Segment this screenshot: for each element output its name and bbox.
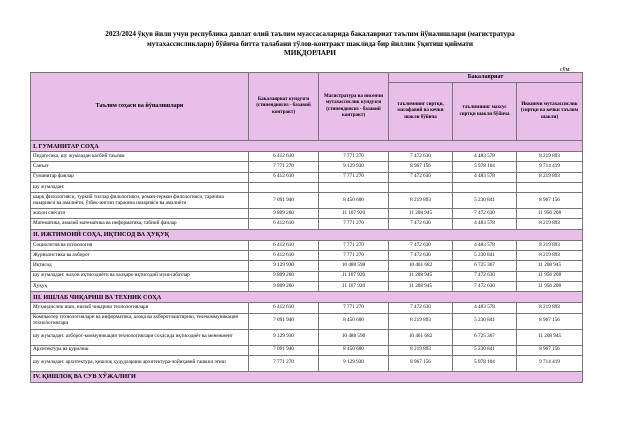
price-cell: 7 091 940	[249, 345, 319, 355]
price-cell: 7 472 630	[389, 240, 453, 250]
price-cell: 8 967 156	[517, 313, 583, 329]
price-cell: 11 956 208	[517, 281, 583, 291]
price-cell: 11 208 945	[389, 271, 453, 281]
price-cell: 10 461 682	[389, 329, 453, 345]
header-special: таълимнинг махсус сиртқи шакли бўйича	[453, 83, 517, 141]
price-cell: 7 472 630	[389, 219, 453, 229]
price-cell	[389, 182, 453, 192]
price-cell: 11 167 920	[319, 209, 389, 219]
price-cell: 8 219 893	[389, 313, 453, 329]
price-cell: 8 967 156	[389, 162, 453, 172]
price-cell: 9 809 260	[249, 281, 319, 291]
price-cell: 8 219 893	[517, 172, 583, 182]
title-line-3: МИҚДОРЛАРИ	[284, 49, 336, 57]
header-evening: таълимнинг сиртқи, масофавий ва кечки шакли бўйича	[389, 83, 453, 141]
price-cell: 11 956 208	[517, 209, 583, 219]
price-cell: 8 967 156	[517, 345, 583, 355]
price-cell: 7 771 270	[249, 355, 319, 371]
price-cell: 4 483 578	[453, 152, 517, 162]
table-row	[31, 355, 583, 371]
price-cell	[517, 182, 583, 192]
table-row	[31, 271, 583, 281]
row-label: Социология ва психология	[31, 240, 249, 250]
price-cell: 7 472 630	[453, 209, 517, 219]
row-label: шу жумладан:	[31, 182, 249, 192]
section-title: III. ИШЛАБ ЧИҚАРИШ ВА ТЕХНИК СОҲА	[31, 292, 583, 303]
table-row	[31, 251, 583, 261]
table-row	[31, 261, 583, 271]
row-label: шарқ филологияси, туркий тиллар филологияси, роман-герман филологияси, таржима назарияси ва амалиёти, ўзбек-инглиз таржима назарияси ва амалиёти	[31, 193, 249, 209]
price-cell: 9 129 930	[249, 261, 319, 271]
price-cell: 8 219 893	[389, 193, 453, 209]
price-cell: 7 472 630	[389, 303, 453, 313]
price-cell: 5 230 841	[453, 193, 517, 209]
price-cell: 8 219 893	[517, 240, 583, 250]
price-cell: 7 771 270	[319, 152, 389, 162]
price-cell: 7 771 270	[319, 219, 389, 229]
price-cell: 10 488 590	[319, 329, 389, 345]
price-cell: 7 472 630	[453, 271, 517, 281]
table-row	[31, 345, 583, 355]
price-cell: 7 472 630	[389, 152, 453, 162]
price-cell: 8 967 156	[389, 355, 453, 371]
price-cell: 8 450 600	[319, 313, 389, 329]
currency-label: сўм	[560, 67, 570, 73]
table-body	[31, 141, 583, 383]
price-cell: 4 483 578	[453, 219, 517, 229]
price-cell: 11 208 945	[389, 281, 453, 291]
price-cell: 5 230 841	[453, 313, 517, 329]
row-label: Математика, амалий математика ва информатика, табиий фанлар	[31, 219, 249, 229]
price-cell	[319, 182, 389, 192]
table-row	[31, 162, 583, 172]
price-cell: 11 167 920	[319, 271, 389, 281]
price-cell: 7 091 940	[249, 313, 319, 329]
header-bachelor-group: Бакалавриат	[389, 73, 583, 83]
price-cell	[249, 182, 319, 192]
table-row	[31, 152, 583, 162]
price-cell: 5 978 104	[453, 355, 517, 371]
title-line-2: мутахассисликлари) бўйича битта талабани тўлов-контракт шаклида бир йиллик ўқитиш қиймати	[146, 39, 474, 48]
price-cell: 7 771 270	[249, 162, 319, 172]
section-title: IV. ҚИШЛОҚ ВА СУВ ХЎЖАЛИГИ	[31, 371, 583, 382]
price-cell: 8 450 600	[319, 345, 389, 355]
title-line-1: 2023/2024 ўқув йили учун республика давлат олий таълим муассасаларида бакалавриат таълим йўналишлари (магистратура	[105, 30, 515, 38]
table-row	[31, 313, 583, 329]
price-cell: 7 472 630	[389, 172, 453, 182]
row-label: шу жумладан: ахборот-коммуникация технологиялари соҳасида иқтисодиёт ва менежмент	[31, 329, 249, 345]
price-cell: 9 129 930	[319, 162, 389, 172]
row-label: Компьютер технологиялари ва информатика, алоқа ва ахборотлаштириш, телекоммуникация технологиялари	[31, 313, 249, 329]
price-cell: 8 219 893	[517, 251, 583, 261]
header-second-specialty: Иккинчи мутахассислик (сиртқи ва кечки таълим шакли)	[517, 83, 583, 141]
row-label: жаҳон сиёсати	[31, 209, 249, 219]
section-row	[31, 141, 583, 152]
section-row	[31, 371, 583, 382]
price-cell: 7 771 270	[319, 240, 389, 250]
document-title	[40, 30, 580, 59]
price-cell: 7 091 940	[249, 193, 319, 209]
price-cell: 6 412 610	[249, 152, 319, 162]
price-cell: 4 483 578	[453, 172, 517, 182]
price-cell: 7 771 270	[319, 172, 389, 182]
section-title: I. ГУМАНИТАР СОҲА	[31, 141, 583, 152]
price-cell: 9 714 419	[517, 355, 583, 371]
price-cell: 6 412 610	[249, 172, 319, 182]
price-cell: 8 219 893	[517, 219, 583, 229]
price-cell: 11 208 945	[389, 209, 453, 219]
price-cell: 5 230 841	[453, 251, 517, 261]
row-label: Ҳуқуқ	[31, 281, 249, 291]
price-cell: 10 461 682	[389, 261, 453, 271]
section-row	[31, 229, 583, 240]
price-cell: 9 809 260	[249, 209, 319, 219]
price-cell: 6 412 610	[249, 251, 319, 261]
price-cell: 7 472 630	[389, 251, 453, 261]
price-cell: 8 219 893	[389, 345, 453, 355]
price-cell: 10 488 590	[319, 261, 389, 271]
section-title: II. ИЖТИМОИЙ СОҲА, ИҚТИСОД ВА ҲУҚУҚ	[31, 229, 583, 240]
price-cell: 6 412 610	[249, 240, 319, 250]
price-cell: 7 771 270	[319, 251, 389, 261]
price-cell: 6 725 367	[453, 329, 517, 345]
section-row	[31, 292, 583, 303]
table-row	[31, 329, 583, 345]
table-row	[31, 219, 583, 229]
price-cell: 8 219 893	[517, 152, 583, 162]
price-cell: 8 450 600	[319, 193, 389, 209]
price-cell: 6 412 610	[249, 219, 319, 229]
price-cell: 9 129 930	[249, 329, 319, 345]
price-cell: 11 956 208	[517, 271, 583, 281]
row-label: Гуманитар фанлар	[31, 172, 249, 182]
table-row	[31, 182, 583, 192]
row-label: Муҳандислик иши, ишлаб чиқариш технологиялари	[31, 303, 249, 313]
table-row	[31, 209, 583, 219]
row-label: Иқтисод	[31, 261, 249, 271]
table-row	[31, 303, 583, 313]
row-label: Санъат	[31, 162, 249, 172]
price-cell: 7 472 630	[453, 281, 517, 291]
price-cell: 7 771 270	[319, 303, 389, 313]
price-cell: 6 725 367	[453, 261, 517, 271]
row-label: Педагогика, шу жумладан касбий таълим	[31, 152, 249, 162]
tuition-table	[30, 72, 583, 383]
price-cell: 6 412 610	[249, 303, 319, 313]
header-area: Таълим соҳаси ва йўналишлари	[31, 73, 249, 141]
row-label: Журналистика ва ахборот	[31, 251, 249, 261]
row-label: шу жумладан: архитектура, қишлоқ ҳудудларини архитектура-лойиҳавий ташкил этиш	[31, 355, 249, 371]
header-bachelor-day: Бакалавриат кундузги (стипендиясиз - базавий контракт)	[249, 73, 319, 141]
table-row	[31, 240, 583, 250]
row-label: Архитектура ва қурилиш	[31, 345, 249, 355]
price-cell: 11 208 945	[517, 329, 583, 345]
row-label: шу жумладан: жаҳон иқтисодиёти ва халқаро иқтисодий муносабатлар	[31, 271, 249, 281]
price-cell: 5 230 841	[453, 345, 517, 355]
price-cell	[453, 182, 517, 192]
price-cell: 5 978 104	[453, 162, 517, 172]
price-cell: 9 714 419	[517, 162, 583, 172]
header-master: Магистратура ва инсенчи мутахассислик кундузги (стипендиясиз - базавий контракт)	[319, 73, 389, 141]
table-row	[31, 172, 583, 182]
price-cell: 11 167 920	[319, 281, 389, 291]
price-cell: 4 483 578	[453, 240, 517, 250]
price-cell: 4 483 578	[453, 303, 517, 313]
price-cell: 9 129 930	[319, 355, 389, 371]
table-row	[31, 281, 583, 291]
price-cell: 8 219 893	[517, 303, 583, 313]
price-cell: 9 809 260	[249, 271, 319, 281]
table-row	[31, 193, 583, 209]
price-cell: 8 967 156	[517, 193, 583, 209]
price-cell: 11 208 945	[517, 261, 583, 271]
